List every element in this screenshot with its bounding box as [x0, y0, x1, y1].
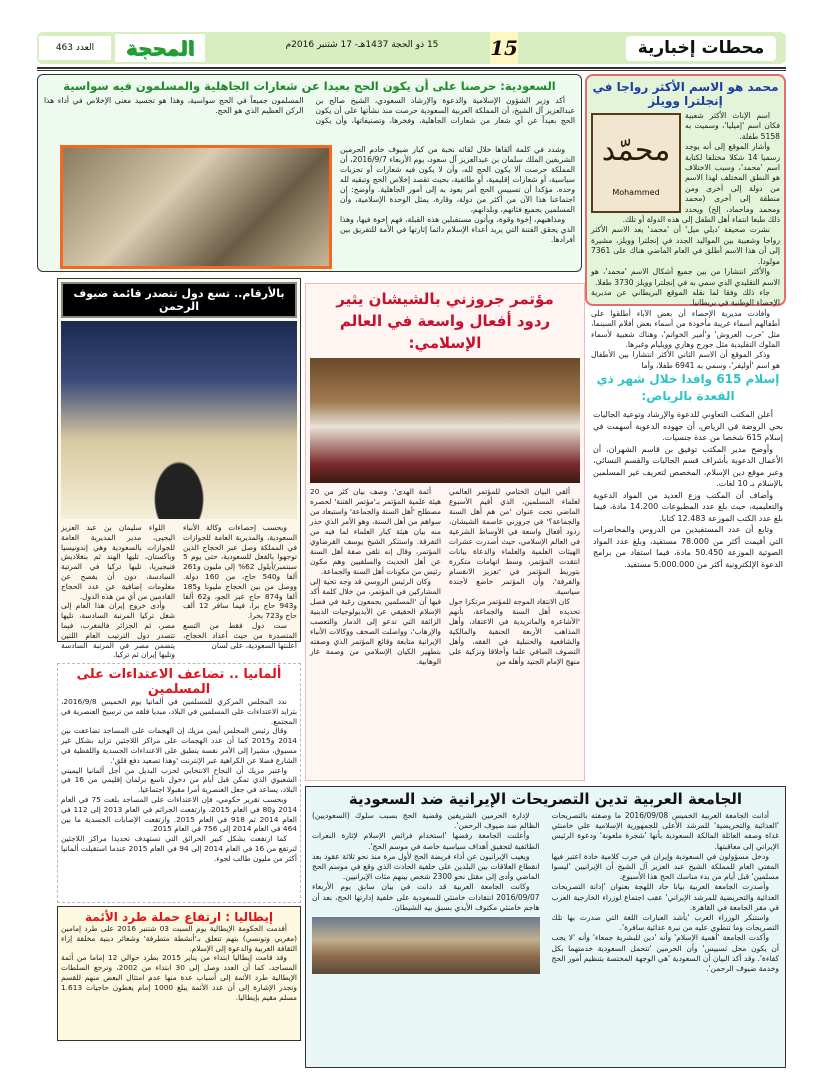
paragraph: وكان الرئيس الروسي قد وجه تحية إلى المشاركين في المؤتمر، من خلال كلمة أكد فيها أن 'المسلمين يجمعون رغبة في فصل الإسلام الحقيقي عن الأيديولوجيات الدينية الزائفة التي تدعو إلى الدمار والتعصب والإرهاب'، وواصلت الصحف ووكالات الأنباء الإيرانية متابعة وقائع المؤتمر الذي وصفته بتطهير الكيان الإسلامي من وصمة عار الوهابية. — [310, 577, 441, 666]
article-body-left — [312, 811, 540, 913]
paragraph: جاء ذلك وفقا لما نقله الموقع البريطاني عن مديرية الإحصاء الوطنية في بريطانيا. — [591, 287, 780, 308]
kaaba-photo — [61, 321, 297, 519]
paragraph: وشدد في كلمة ألقاها خلال لقائه نخبة من كبار ضيوف خادم الحرمين الشريفين الملك سلمان بن عبدالعزيز آل سعود، يوم الأربعاء 2016/9/7، أن المملكة حرصت ألا يكون الحج لله، وأن لا يكون فيه شعارات أو تحزبات سياسية، أو شعارات إقليمية، أو طائفية، بحيث تقصد إخلاص الحج وتبقيه لله وحده. مؤكدا أن تسييس الحج أمر يعود به إلى أمور الجاهلية. وأوضح: إن اجتماعنا هذا الآن من أكثر من دولة، وقارة، يمثل الوحدة الإسلامية، وأن المسلمين بجميع فئاتهم، وبلدانهم، — [340, 145, 575, 214]
paragraph: وقال رئيس المجلس أيمن مزيك إن الهجمات على المساجد تضاعفت بين 2014 و2015 كما أن عدد الهجمات على مراكز اللاجئين تزايد بشكل غير مسبوق، مشيرا إلى الأمر نفسه ينطبق على الاعتداءات الجسدية واللفظية في الشارع فضلا عن الكراهية عبر الإنترنت 'وهذا تصعيد دفع قلق'. — [61, 726, 297, 765]
article-title: إيطاليا : ارتفاع حملة طرد الأئمة — [85, 910, 273, 924]
header-divider — [37, 67, 786, 71]
paragraph: وتابع أن عدد المستفيدين من الدروس والمحاضرات التي أقيمت أكثر من 78.000 مستفيد، وبلغ عدد المواد الصوتية الموزعة 50.450 مادة، فيما استفاد من برامج الدعوة الإلكترونية أكثر من 5.000.000 مستفيد. — [593, 525, 784, 569]
article-lead — [44, 96, 575, 144]
conference-photo — [310, 358, 580, 483]
paragraph: أدانت الجامعة العربية الخميس 2016/09/08 ما وصفته بالتصريحات 'العدائية والتحريضية' للمرشد الأعلى للجمهورية الإسلامية علي خامنئي غداة وصفه العائلة المالكة السعودية بأنها 'شجرة ملعونة' ودعوة الرئيس الإيراني إلى معاقبتها. — [551, 811, 779, 851]
article-title: الجامعة العربية تدين التصريحات الإيرانية ضد السعودية — [348, 790, 743, 808]
paragraph: اسم الإناث الأكثر شعبية فكان اسم 'إميليا'، وسميت به 5158 طفلة. — [685, 111, 780, 141]
article-mohammed — [585, 74, 786, 370]
article-saudi — [37, 74, 582, 272]
image-caption: Mohammed — [612, 188, 660, 197]
paragraph: وأعلنت الجامعة رفضها 'استخدام فرائض الإسلام لإثارة النعرات الطائفية لتحقيق أهداف سياسية خاصة في موسم الحج'. — [312, 831, 540, 851]
article-title: ألمانيا .. تضاعف الاعتداءات على المسلمين — [76, 667, 282, 697]
article-body — [61, 697, 297, 864]
section-title: محطات إخبارية — [626, 36, 776, 61]
paragraph: وكانت الجامعة العربية قد دانت في بيان سابق يوم الأربعاء 2016/09/07 انتقادات خامنئي للسعودية على خلفية إدارتها الحج، بعد أن هاجم خامنئي مكتوف الأيدي بسبق بيه الشيطان. — [312, 882, 540, 912]
article-hajj-numbers — [57, 278, 301, 660]
paragraph: اللواء سليمان بن عبد العزيز اليحيى، مدير المديرية العامة للجوازات بالسعودية وهي إندونيسيا وباكستان، تليها الهند ثم بنغلاديش فنيجيريا، تليها تركيا في المرتبة السادسة، دون أن يفصح عن معلومات إضافية عن عدد الحجاج القادمين من أي من هذه الدول. — [61, 523, 175, 601]
paragraph: واعتبر مزيك أن النجاح الانتخابي لحزب البديل من أجل ألمانيا اليميني الشعبوي الذي تمكن قبل أيام من دخول تاسع برلمان إقليمي من 16 في البلاد، يساعد في جعل العنصرية أمرا مقبولا اجتماعيا. — [61, 765, 297, 795]
page-header — [37, 32, 786, 64]
paragraph: أئمة الهدى'. وصف بيان كثر من 20 هيئة علمية المؤتمر بـ'مؤتمر الفتنة' لحصره مصطلح 'أهل السنة والجماعة' واستبعاد من سواهم من أهل السنة، وهو الأمر الذي حذر منه بيان هيئة كبار العلماء لما فيه من التفرقة. واستنكر الشيخ يوسف القرضاوي المؤتمر، وقال إنه تلقى صفة أهل السنة عن أهل الحديث والسلفيين وهم مكون رئيس من مكونات أهل السنة والجماعة. — [310, 487, 441, 576]
paragraph: ندد المجلس المركزي للمسلمين في ألمانيا يوم الخميس 2016/9/8، بتزايد الاعتداءات على المسلمين في البلاد، مبديا قلقه من ترسيخ العنصرية في المجتمع. — [61, 697, 297, 726]
paragraph: وأفادت مديرية الإحصاء أن بعض الآباء أطلقوا على أطفالهم أسماء غريبة مأخوذة من أسماء بعض أفلام السينما، مثل 'حرب العروش' و'أمير الخواتم'، وهناك شعبية لأسماء الملوك التقليدية مثل جورج وهاري وويليام وغيرها. — [591, 308, 780, 349]
page-number: 15 — [490, 32, 518, 64]
paragraph: وأشار الموقع إلى أنه يوجد رسميا 14 شكلا مختلفا لكتابة اسم 'محمد'، وسبب الاختلاف هو النطق المختلف لهذا الاسم من دولة إلى أخرى ومن منطقة إلى أخرى (محمد ومحمد وماحماد، إلخ) ويحدد ذلك طبعا انتماء أهل الطفل إلى هذه الدولة أو تلك. — [622, 142, 780, 225]
paragraph: وأصدرت الجامعة العربية بيانا حاد اللهجة بعنوان 'إدانة التصريحات العدائية والتحريضية للمرشد الإيراني' عقب اجتماع لوزراء الخارجية العرب في مقر الجامعة في القاهرة. — [551, 882, 779, 912]
article-islam-615 — [590, 368, 786, 778]
article-title: بالأرقام.. تسع دول تتصدر قائمة ضيوف الرحمن — [61, 282, 297, 318]
paragraph: وذكر الموقع أن الاسم الثاني الأكثر انتشارا بين الأطفال هو اسم 'أوليفر'، وسمي به 6941 طفلا، وأما — [591, 350, 780, 370]
article-germany — [57, 663, 301, 903]
paragraph: كان الانتقاد الموجه للمؤتمر مرتكزا حول تحديده أهل السنة والجماعة، بأنهم 'الأشاعرة والماتريدية في الاعتقاد، وأهل المذاهب الأربعة الحنفية والمالكية والشافعية والحنبلية في الفقه، وأهل التصوف الصافي علما وأخلاقا وتزكية على منهج الإمام الجنيد وأهله من — [449, 597, 580, 666]
paragraph: كما ارتفعت بشكل كبير الحرائق التي تستهدف تحديدا مراكز اللاجئين لترتفع من 16 في العام 2014 إلى 94 في العام 2015 عندما استقبلت ألمانيا أكثر من مليون طالب لجوء. — [61, 834, 297, 863]
calligraphy-image — [591, 113, 681, 213]
paragraph: نشرت صحيفة 'ديلي ميل' أن 'محمد' يعد الاسم الأكثر رواجا وشعبية بين المواليد الجدد في إنجلترا وويلز، مشيرة إلى أن هذا الاسم أطلق في العام الماضي هناك على 7361 مولودا. — [591, 225, 780, 266]
paragraph: والأكثر انتشارا من بين جميع أشكال الاسم 'محمد'، هو الاسم التقليدي الذي سمي به في إنجلترا وويلز 3730 طفلا. — [591, 267, 780, 287]
article-body — [310, 487, 580, 762]
article-columns — [312, 811, 779, 974]
article-body-right — [552, 811, 780, 974]
paragraph: لإدارة الحرمين الشريفين وقضية الحج بسبب سلوك (السعوديين) الظالم ضد ضيوف الرحمن'. — [312, 811, 540, 831]
article-body — [61, 523, 297, 660]
issue-date: 15 ذو الحجة 1437هـ- 17 شتنبر 2016م — [285, 40, 439, 50]
paragraph: وأضاف أن المكتب وزع العديد من المواد الدعوية والتعليمية، حيث بلغ عدد المطبوعات 14.200 مادة، فيما بلغ عدد الكتب الموزعة 12.483 كتابا. — [593, 490, 783, 523]
article-italy — [57, 906, 301, 1041]
paragraph: وقد قامت إيطاليا ابتداء من يناير 2015 بطرد حوالي 12 إماما من أئمة المساجد، كما أن العدد وصل إلى 30 ابتداء من 2002، وترجع السلطات الإيطالية طرد الأئمة إلى أسباب عدة منها عدم امتثال البعض منهم للقسم وتجدر الإشارة إلى أن عدد الأئمة يبلغ 1000 إمام يغطون حاجيات 1.613 مسلم مقيم بإيطاليا. — [61, 953, 298, 1002]
paragraph: وبحسب تقرير حكومي، فإن الاعتداءات على المساجد بلغت 75 في العام 2014 و80 في العام 2015، وارتفعت الجرائم في العام 2013 إلى 112 في العام 2014 ثم 918 في العام 2015. وارتفعت الإصابات الجسدية ما بين 464 في العام 2014 إلى 756 في العام 2015. — [61, 794, 298, 834]
article-body — [61, 924, 297, 1002]
paragraph: أعلن المكتب التعاوني للدعوة والإرشاد وتوعية الجاليات بحي الروضة في الرياض، أن جهوده الدعوية أسهمت في إسلام 615 شخصا من عدة جنسيات. — [593, 410, 783, 442]
paragraph: واستنكر الوزراء العرب 'بأشد العبارات اللغة التي صدرت بها تلك التصريحات وما تنطوي عليه من نبرة عدائية سافرة'. — [551, 913, 779, 933]
arab-league-meeting-photo — [312, 917, 540, 974]
issue-number: العدد 463 — [39, 36, 111, 60]
article-title: مؤتمر جروزني بالشيشان يثير ردود أفعال واسعة في العالم الإسلامي: — [336, 290, 554, 352]
calligraphy-mark: محمّد — [601, 133, 671, 168]
paragraph: ومذاهبهم، إخوة وقوة، ويأتون مستقبلين هذه القبلة، فهم إخوة فيها، وهذا الذي يحقق الفتنة التي يريد أعداء الإسلام دائما إثارتها في الأمة للتفريق بين أفرادها. — [340, 215, 575, 244]
paragraph: أكد وزير الشؤون الإسلامية والدعوة والإرشاد السعودي، الشيخ صالح بن عبدالعزيز آل الشيخ، أن المملكة العربية السعودية حرصت منذ نشأتها على أن يكون الحج بعيداً عن أي شعار من شعارات الجاهلية، وفخرها، وتصنيفاتها، وأن يكون المسلمون جميعاً في الحج سواسية، وهذا هو تجسيد معنى الإخلاص في أداء هذا الركن العظيم الذي هو الحج. — [44, 96, 575, 125]
article-title: محمد هو الاسم الأكثر رواجا في إنجلترا وويلز — [592, 80, 779, 108]
paragraph: ويغيب الإيرانيون عن أداء فريضة الحج لأول مرة منذ نحو ثلاثة عقود بعد انقطاع العلاقات بين البلدين على خلفية الحادث الذي وقع في موسم الحج الماضي وأدى إلى مقتل نحو 2300 شخص بينهم مئات الإيرانيين. — [312, 851, 540, 882]
paragraph: وأدى خروج إيران هذا العام إلى شغل تركيا المرتبة السادسة، تليها مصر، ثم الجزائر فالمغرب، فيما تتصدر دول الترتيب العام اللتين يتضمن مصر في المرتبة السادسة وتليها إيران ثم تركيا. — [61, 601, 175, 660]
paragraph: وأوضح مدير المكتب توفيق بن قاسم الشهران، أن الأعمال الدعوية بأشراف قسم الجاليات والقسم النسائي، وعبر موقع دين الإسلام، المخصص لتعريف غير المسلمين بالإسلام بـ 10 لغات. — [593, 444, 783, 488]
paragraph: أقدمت الحكومة الإيطالية يوم السبت 03 شتنبر 2016 على طرد إمامين (مغربي وتونسي) بتهم تتعلق بـ'أنشطة متطرفة' وشعائر دينية مخلفة إزاء الثقافة الغربية والدعوة إلى الإسلام. — [61, 924, 297, 953]
article-body — [340, 145, 575, 269]
saudi-minister-photo — [60, 145, 332, 269]
paragraph: ست دول فقط من التسع المتصدرة من حيث أعداد الحجاج، أعلنتها السعودية، على لسان — [183, 620, 297, 650]
article-title: السعودية: حرصنا على أن يكون الحج بعيدا عن شعارات الجاهلية والمسلمون فيه سواسية — [63, 79, 556, 93]
article-body — [593, 409, 783, 570]
newspaper-logo: المحجة — [115, 34, 205, 62]
paragraph: ألقي البيان الختامي للمؤتمر العالمي لعلماء المسلمين، الذي أقيم الأسبوع الماضي تحت عنوان 'من هم أهل السنة والجماعة؟' في جروزني عاصمة الشيشان، ردود أفعال واسعة في الأوساط الشرعية في العالم الإسلامي، حيث أصدرت عشرات الهيئات العلمية والعلماء والدعاة بيانات انتقدت المؤتمر، وسط اتهامات متكررة بتوريط المؤتمر في 'تعزيز الانقسام والفرقة'، وأن المؤتمر خاضع لأجندة سياسية. — [449, 487, 580, 596]
paragraph: ودخل مسؤولون في السعودية وإيران في حرب كلامية حادة اعتبر فيها المفتي العام للمملكة الشيخ عبد العزيز آل الشيخ أن الإيرانيين 'ليسوا مسلمين' قبل أيام من بدء مناسك الحج هذا الأسبوع. — [551, 851, 779, 882]
paragraph: وبحسب إحصاءات وكالة الأنباء السعودية، والمديرية العامة للجوازات في المملكة وصل عبر الحجاج الذين توجهوا بالفعل للسعودية، حتى يوم 5 سبتمبر/أيلول 62% إلى مليون و261 ألفا و540 حاج، من 160 دولة. ووصل من بين الحجاج مليونا و185 ألفا و874 حاج عبر الجو، و62 ألفا و943 حاج برا، فيما سافر 12 ألف حاج و723 بحرا. — [183, 523, 297, 621]
article-arab-league — [305, 786, 786, 1068]
paragraph: وأكدت الجامعة 'أهمية الإسلام' وأنه 'دين للبشرية جمعاء' وأنه 'لا يجب أن يكون محل تسييس' وأن الحرمين 'تتحمل السعودية خدمتهما بكل كفاءة'. وقد أكد البيان أن السعودية 'هي الوجهة المختصة بتنظيم أمور الحج وخدمة ضيوف الرحمن'. — [551, 933, 779, 974]
article-chechnya — [305, 283, 585, 781]
article-column-left — [312, 811, 540, 974]
article-title: إسلام 615 وافدا خلال شهر ذي القعدة بالرياض: — [596, 372, 780, 403]
